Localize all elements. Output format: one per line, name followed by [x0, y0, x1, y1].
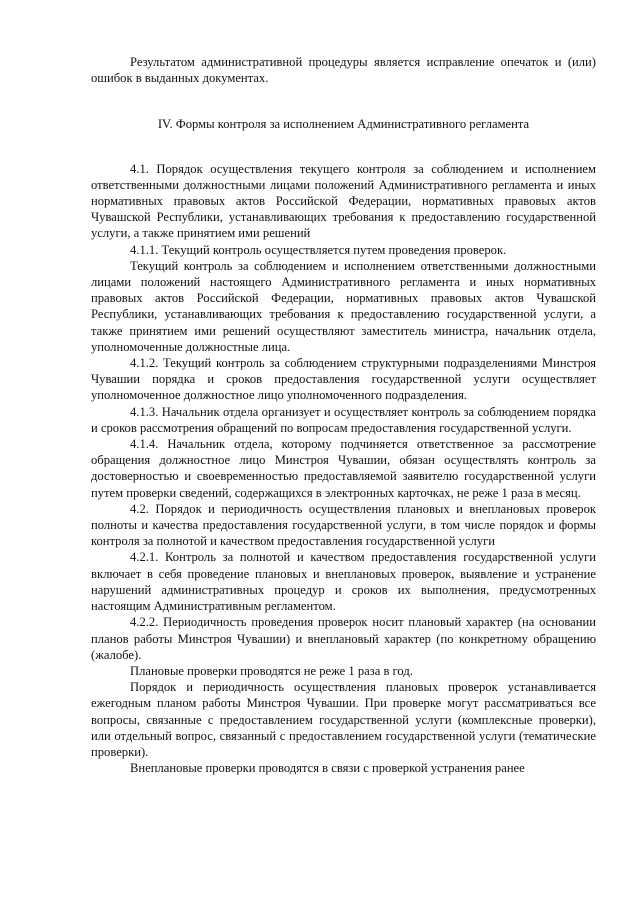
paragraph-4-2: 4.2. Порядок и периодичность осуществления плановых и внеплановых проверок полноты и качества предоставления государственной услуги, в том числе порядок и формы контроля за полнотой и качеством предоставления государственной услуги [91, 501, 596, 549]
section-heading: IV. Формы контроля за исполнением Административного регламента [157, 117, 530, 132]
paragraph-4-1-1: 4.1.1. Текущий контроль осуществляется путем проведения проверок. [130, 242, 507, 257]
paragraph-4-1: 4.1. Порядок осуществления текущего контроля за соблюдением и исполнением ответственными должностными лицами положений Административного регламента и иных нормативных правовых актов Российской Федерации, нормативных правовых актов Чувашской Республики, устанавливающих требования к предоставлению государственной услуги, а также принятием ими решений [91, 161, 596, 241]
paragraph-4-1-2: 4.1.2. Текущий контроль за соблюдением структурными подразделениями Минстроя Чувашии порядка и сроков предоставления государственной услуги осуществляет уполномоченное должностное лицо уполномоченного подразделения. [91, 356, 596, 403]
intro-paragraph: Результатом административной процедуры является исправление опечаток и (или) ошибок в выданных документах. [91, 55, 596, 86]
paragraph-unplanned-checks: Внеплановые проверки проводятся в связи с проверкой устранения ранее [130, 761, 525, 776]
paragraph-4-1-3: 4.1.3. Начальник отдела организует и осуществляет контроль за соблюдением порядка и сроков рассмотрения обращений по вопросам предоставления государственной услуги. [91, 404, 596, 435]
document-page [91, 54, 596, 776]
paragraph-current-control: Текущий контроль за соблюдением и исполнением ответственными должностными лицами положений настоящего Административного регламента и иных нормативных правовых актов Российской Федерации, нормативных правовых актов Чувашской Республики, устанавливающих требования к предоставлению государственной услуги, а также принятием ими решений осуществляют заместитель министра, начальник отдела, уполномоченные должностные лица. [91, 258, 596, 354]
paragraph-4-2-2: 4.2.2. Периодичность проведения проверок носит плановый характер (на основании планов работы Минстроя Чувашии) и внеплановый характер (по конкретному обращению (жалобе). [91, 615, 596, 662]
paragraph-4-2-1: 4.2.1. Контроль за полнотой и качеством предоставления государственной услуги включает в себя проведение плановых и внеплановых проверок, выявление и устранение нарушений административных процедур и сроков их выполнения, предусмотренных настоящим Административным регламентом. [91, 550, 596, 614]
paragraph-planned-order: Порядок и периодичность осуществления плановых проверок устанавливается ежегодным планом работы Минстроя Чувашии. При проверке могут рассматриваться все вопросы, связанные с предоставлением государственной услуги (комплексные проверки), или отдельный вопрос, связанный с предоставлением государственной услуги (тематические проверки). [91, 680, 596, 759]
paragraph-planned-checks: Плановые проверки проводятся не реже 1 раза в год. [130, 663, 413, 678]
paragraph-4-1-4: 4.1.4. Начальник отдела, которому подчиняется ответственное за рассмотрение обращения должностное лицо Минстроя Чувашии, обязан осуществлять контроль за достоверностью и своевременностью предоставляемой заявителю государственной услуги путем проверки сведений, содержащихся в электронных карточках, не реже 1 раза в месяц. [91, 437, 596, 500]
